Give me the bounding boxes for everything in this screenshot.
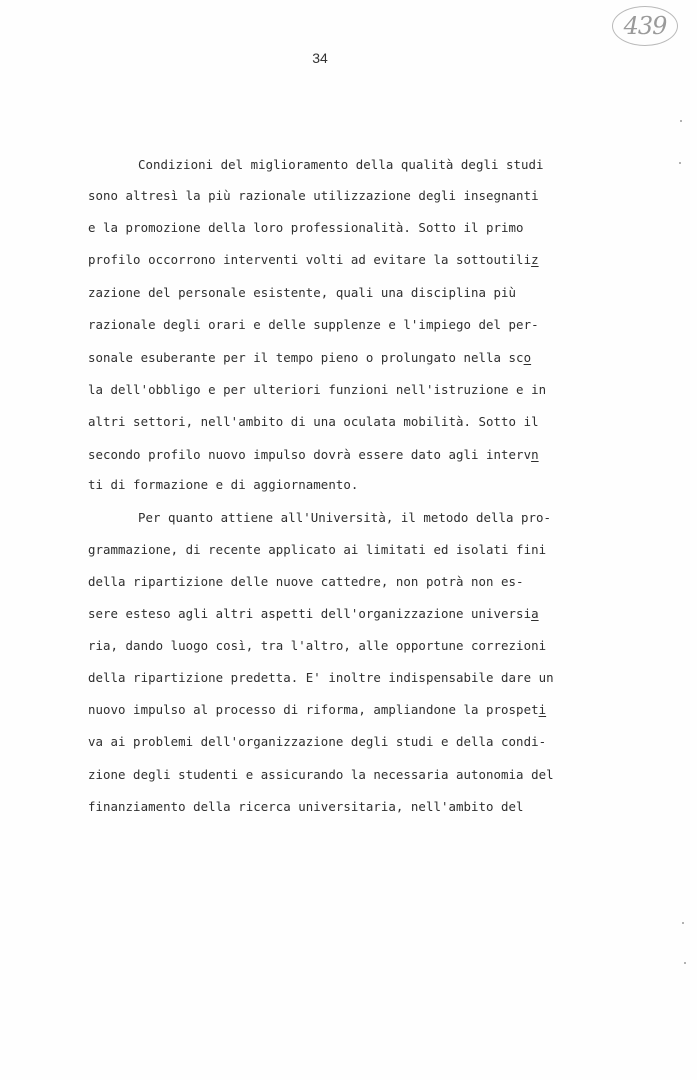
text-line: la dell'obbligo e per ulteriori funzioni nell'istruzione e in <box>88 382 547 397</box>
text-line: zione degli studenti e assicurando la necessaria autonomia del <box>88 767 554 782</box>
page-number: 34 <box>312 50 328 66</box>
text-line: razionale degli orari e delle supplenze e l'impiego del per- <box>88 317 539 332</box>
text-line: ti di formazione e di aggiornamento. <box>88 477 359 492</box>
text-line <box>88 252 539 267</box>
text-line <box>88 447 539 462</box>
text-line <box>88 702 546 717</box>
text-line: Condizioni del miglioramento della qualità degli studi <box>138 157 544 172</box>
text-line: della ripartizione delle nuove cattedre, non potrà non es- <box>88 574 524 589</box>
text-line: e la promozione della loro professionalità. Sotto il primo <box>88 220 524 235</box>
text-line: va ai problemi dell'organizzazione degli studi e della condi- <box>88 734 547 749</box>
underlined-hyphenation-letter: z <box>531 252 539 267</box>
scan-speck <box>682 922 684 924</box>
text-line: grammazione, di recente applicato ai limitati ed isolati fini <box>88 542 547 557</box>
underlined-hyphenation-letter: i <box>538 702 547 717</box>
text-line-content: sere esteso agli altri aspetti dell'organizzazione universi <box>88 606 532 621</box>
text-line-content: sonale esuberante per il tempo pieno o prolungato nella sc <box>88 350 524 365</box>
text-line <box>88 606 539 621</box>
text-line-content: nuovo impulso al processo di riforma, ampliandone la prospet <box>88 702 539 717</box>
text-line-content: secondo profilo nuovo impulso dovrà essere dato agli interv <box>88 447 532 462</box>
text-line: altri settori, nell'ambito di una oculata mobilità. Sotto il <box>88 414 539 429</box>
text-line: Per quanto attiene all'Università, il metodo della pro- <box>138 510 552 525</box>
underlined-hyphenation-letter: n <box>531 447 539 462</box>
text-line: finanziamento della ricerca universitaria, nell'ambito del <box>88 799 524 814</box>
text-line-content: profilo occorrono interventi volti ad evitare la sottoutili <box>88 252 532 267</box>
scan-speck <box>679 162 681 164</box>
underlined-hyphenation-letter: o <box>523 350 532 365</box>
text-line: ria, dando luogo così, tra l'altro, alle opportune correzioni <box>88 638 547 653</box>
text-line: zazione del personale esistente, quali una disciplina più <box>88 285 517 300</box>
text-line <box>88 350 531 365</box>
text-line: sono altresì la più razionale utilizzazione degli insegnanti <box>88 188 539 203</box>
scan-speck <box>680 120 682 122</box>
scan-speck <box>684 962 686 964</box>
underlined-hyphenation-letter: a <box>531 606 539 621</box>
text-line: della ripartizione predetta. E' inoltre indispensabile dare un <box>88 670 554 685</box>
archive-number-stamp: 439 <box>612 6 678 46</box>
